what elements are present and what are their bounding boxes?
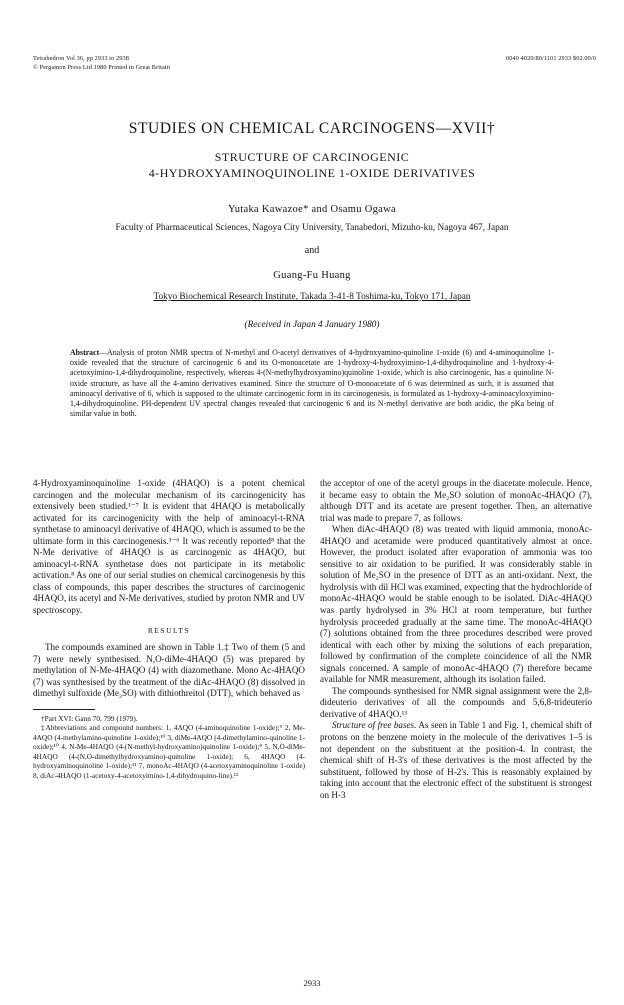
author-separator: and [304, 245, 320, 256]
journal-citation [33, 54, 170, 72]
received-date: (Received in Japan 4 January 1980) [244, 320, 380, 330]
footnote-part: †Part XVI: Gann 70, 799 (1979). [41, 713, 138, 723]
footnote-rule [33, 709, 95, 710]
affiliation-2: Tokyo Biochemical Research Institute, Takada 3-41-8 Toshima-ku, Tokyo 171, Japan [153, 292, 471, 302]
ammonia-paragraph: When diAc-4HAQO (8) was treated with liquid ammonia, monoAc-4HAQO and acetamide were produced quantitatively almost at once. However, the product isolated after evaporation of ammonia was too sensitive to air oxidation to be purified. It was considerably stable in solution of Me₂SO in the presence of DTT as an anti-oxidant. Next, the hydrolysis with dil HCl was examined, expecting that the hydrochloride of monoAc-4HAQO would be stable enough to be isolated. DiAc-4HAQO was partly hydrolysed in 3% HCl at room temperature, but further hydrolysis proceeded gradually at the same time. The monoAc-4HAQO (7) solutions obtained from the three procedures described were proved identical with each other by mixing the solutions of each preparation, followed by confirmation of the complete coincidence of all the NMR signals concerned. A sample of monoAc-4HAQO (7) therefore became available for NMR measurement, although its isolation failed. [320, 524, 592, 685]
journal-code: 0040 4020/80/1101 2933 $02.00/0 [506, 55, 596, 62]
subsection-heading-free-bases: Structure of free bases. [332, 720, 417, 731]
abstract-label: Abstract [70, 348, 100, 357]
right-column [320, 478, 592, 801]
results-paragraph: The compounds examined are shown in Table 1.‡ Two of them (5 and 7) were newly synthesised. N,O-diMe-4HAQO (5) was prepared by methylation of N-Me-4HAQO (4) with diazomethane. Mono Ac-4HAQO (7) was synthesised by the treatment of the diAc-4HAQO (8) dissolved in dimethyl sulfoxide (Me₂SO) with dithiothreitol (DTT), which behaved as [33, 642, 305, 699]
footnotes [33, 714, 305, 781]
abstract [70, 348, 554, 419]
journal-citation-line2: © Pergamon Press Ltd 1980 Printed in Great Britain [33, 64, 170, 71]
free-bases-text: As seen in Table 1 and Fig. 1, chemical shift of protons on the benzene moiety in the molecule of the derivatives 1–5 is not dependent on the substituent at the position-4. In contrast, the chemical shift of H-3's of these derivatives is the most affected by the substituent, followed by those of H-2's. This is reasonably explained by taking into account that the electronic effect of the substituent is strongest on H-3 [320, 720, 592, 800]
intro-paragraph: 4-Hydroxyaminoquinoline 1-oxide (4HAQO) is a potent chemical carcinogen and the molecular mechanism of its carcinogenicity has extensively been studied.¹⁻⁷ It is evident that 4HAQO is metabolically activated for its carcinogenicity with the help of aminoacyl-t-RNA synthetase to aminoacyl derivative of 4HAQO, which is assumed to be the ultimate form in this carcinogenesis.³⁻⁶ It was recently reported⁸ that the N-Me derivative of 4HAQO is as carcinogenic as 4HAQO, but aminoacyl-t-RNA synthetase does not participate in its metabolic activation.⁸ As one of our serial studies on chemical carcinogenesis by this class of compounds, this paper describes the structures of carcinogenic 4HAQO, its acetyl and N-Me derivatives, studied by proton NMR and UV spectroscopy. [33, 478, 305, 616]
article-subtitle-line1: STRUCTURE OF CARCINOGENIC [214, 150, 410, 164]
affiliation-1: Faculty of Pharmaceutical Sciences, Nagoya City University, Tanabedori, Mizuho-ku, Nagoya 467, Japan [115, 223, 509, 233]
deuterio-paragraph: The compounds synthesised for NMR signal assignment were the 2,8-dideuterio derivatives of all the compounds and 5,6,8-trideuterio derivative of 4HAQO.¹³ [320, 685, 592, 719]
abstract-text: —Analysis of proton NMR spectra of N-methyl and O-acetyl derivatives of 4-hydroxyamino-quinoline 1-oxide (6) and 4-aminoquinoline 1-oxide revealed that the structure of carcinogenic 6 and its O-monoacetate are 1-hydroxy-4-hydroxyimino-1,4-dihydroquinoline and 1-hydroxy-4-acetoxyimino-1,4-dihydroquinoline, respectively, whereas 4-(N-methylhydroxyamino)quinoline 1-oxide, which is also carcinogenic, has a quinoline N-oxide structure, as have all the 4-amino derivatives examined. Since the structure of O-monoacetate of 6 was determined as such, it is assumed that aminoacyl derivative of 6, which is supposed to the ultimate carcinogenic form in its carcinogenesis, is formulated as 1-hydroxy-4-aminoacyloxyimino-1,4-dihydroquinoline. PH-dependent UV spectral changes revealed that carcinogenic 6 and its N-methyl derivative are both acidic, the pKa being of similar value in both. [70, 348, 554, 419]
section-heading-results: RESULTS [147, 625, 191, 635]
left-column [33, 478, 305, 780]
footnote-abbreviations: ‡Abbreviations and compound numbers: 1, 4AQO (4-aminoquinoline 1-oxide);⁹ 2, Me-4AQO (4-methylamino-quinoline 1-oxide);¹⁰ 3, diMe-4AQO (4-dimethylamino-quinoline 1-oxide);¹⁰ 4, N-Me-4HAQO (4-(N-methyl-hydroxyamino)quinoline 1-oxide);⁸ 5, N,O-diMe-4HAQO (4-(N,O-dimethylhydroxyamino)-quinoline 1-oxide); 6, 4HAQO (4-hydroxyaminoquinoline 1-oxide);¹¹ 7, monoAc-4HAQO (4-acetoxyaminoquinoline 1-oxide) 8, diAc-4HAQO (1-acetoxy-4-acetoxyimino-1,4-dihydroquino-line).¹² [33, 723, 305, 780]
article-subtitle [0, 149, 624, 181]
journal-citation-line1: Tetrahedron Vol 36, pp 2933 to 2938 [33, 55, 130, 62]
author-2: Guang-Fu Huang [273, 270, 351, 281]
page-number: 2933 [303, 978, 321, 988]
free-bases-paragraph [320, 720, 592, 801]
article-subtitle-line2: 4-HYDROXYAMINOQUINOLINE 1-OXIDE DERIVATIVES [148, 166, 476, 180]
continued-paragraph: the acceptor of one of the acetyl groups in the diacetate molecule. Hence, it became easy to obtain the Me₂SO solution of monoAc-4HAQO (7), although DTT and its acetate are present together. Then, an alternative trial was made to prepare 7, as follows. [320, 478, 592, 523]
author-list: Yutaka Kawazoe* and Osamu Ogawa [228, 204, 396, 215]
article-title: STUDIES ON CHEMICAL CARCINOGENS—XVII† [128, 120, 496, 137]
